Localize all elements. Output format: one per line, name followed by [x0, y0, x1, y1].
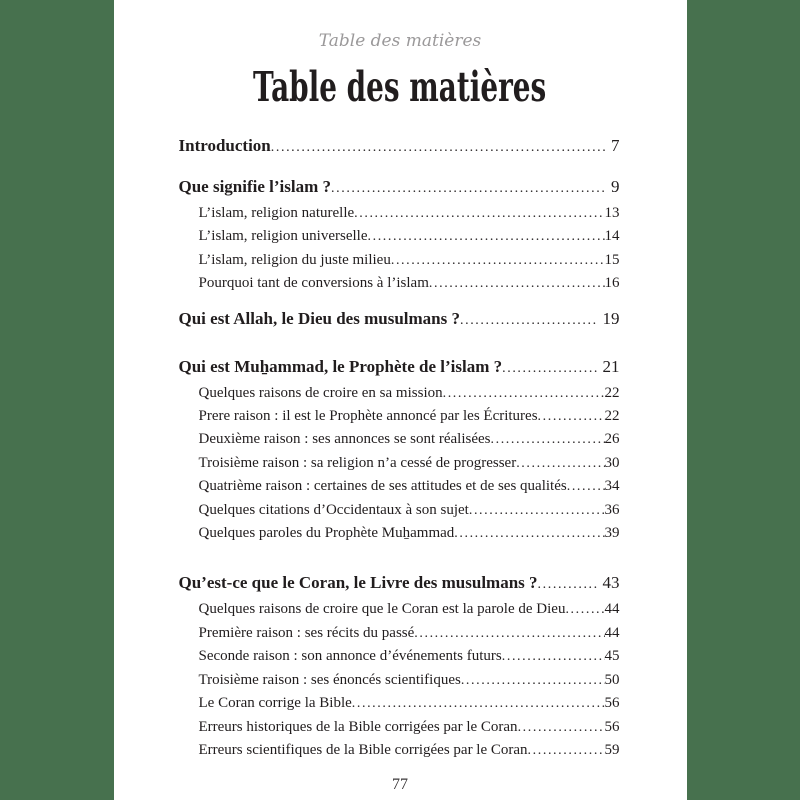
dot-leader [461, 670, 605, 692]
toc-entry-page: 30 [604, 454, 620, 471]
book-page [114, 0, 687, 800]
toc-list [179, 133, 620, 762]
dot-leader [538, 406, 605, 428]
toc-entry [179, 669, 620, 692]
page-title: Table des matières [253, 63, 547, 111]
toc-entry-label: Pourquoi tant de conversions à l’islam [198, 275, 429, 292]
toc-entry [179, 598, 620, 621]
toc-entry-label: Introduction [178, 136, 271, 155]
toc-entry-page: 19 [602, 308, 620, 328]
toc-section-heading [179, 174, 620, 202]
dot-leader [331, 176, 606, 202]
toc-entry-page: 9 [611, 177, 620, 196]
toc-entry-page: 56 [604, 718, 620, 735]
toc-entry [179, 452, 620, 475]
toc-entry [179, 522, 620, 545]
toc-entry-page: 50 [604, 671, 620, 688]
dot-leader [271, 135, 606, 161]
toc-entry-page: 21 [602, 356, 620, 376]
toc-entry [179, 382, 620, 405]
toc-section [179, 133, 620, 161]
dot-leader [491, 429, 605, 451]
toc-entry-page: 14 [604, 228, 620, 245]
toc-entry [179, 475, 620, 498]
toc-section [179, 306, 620, 334]
dot-leader [454, 523, 604, 545]
toc-entry-label: Deuxième raison : ses annonces se sont réalisées [198, 431, 491, 448]
toc-entry-page: 7 [611, 136, 620, 155]
toc-entry-label: L’islam, religion universelle [198, 228, 368, 245]
toc-entry-label: Que signifie l’islam ? [178, 177, 332, 196]
toc-entry-page: 56 [604, 695, 620, 712]
toc-entry [179, 405, 620, 428]
toc-entry [179, 716, 620, 739]
toc-entry [179, 249, 620, 272]
dot-leader [354, 203, 604, 225]
toc-entry-page: 13 [604, 205, 620, 221]
dot-leader [516, 453, 604, 475]
dot-leader [518, 717, 605, 739]
toc-entry-page: 39 [604, 525, 620, 542]
toc-entry-page: 44 [604, 601, 620, 618]
toc-section-heading [179, 133, 620, 161]
toc-entry [179, 739, 620, 762]
dot-leader [469, 500, 605, 522]
dot-leader [567, 476, 605, 498]
folio-page-number: 77 [392, 776, 408, 794]
toc-entry [179, 645, 620, 668]
toc-entry-label: Troisième raison : ses énoncés scientifiques [198, 671, 461, 688]
toc-entry-label: Qui est Muẖammad, le Prophète de l’islam ? [178, 356, 503, 376]
toc-entry-page: 44 [604, 624, 620, 641]
toc-section [179, 354, 620, 546]
dot-leader [565, 599, 604, 621]
toc-entry-page: 59 [604, 741, 620, 758]
toc-entry-page: 36 [604, 501, 620, 518]
toc-entry-page: 43 [602, 573, 620, 593]
toc-entry-label: Quatrième raison : certaines de ses attitudes et de ses qualités [198, 478, 567, 495]
dot-leader [502, 646, 605, 668]
toc-entry-page: 16 [604, 275, 620, 292]
dot-leader [414, 623, 604, 645]
toc-entry-page: 26 [604, 431, 620, 448]
toc-section [179, 174, 620, 296]
toc-entry-page: 45 [604, 648, 620, 665]
dot-leader [502, 356, 597, 382]
toc-entry-page: 34 [604, 478, 620, 495]
dot-leader [368, 226, 605, 248]
page-title-wrap [114, 60, 687, 118]
toc-section-heading [179, 354, 620, 382]
toc-entry-label: Qu’est-ce que le Coran, le Livre des musulmans ? [178, 573, 538, 593]
toc-entry-label: L’islam, religion naturelle [198, 205, 355, 221]
dot-leader [460, 308, 598, 334]
toc-entry-label: Erreurs scientifiques de la Bible corrigées par le Coran [198, 741, 528, 758]
toc-entry [179, 202, 620, 225]
toc-section-heading [179, 570, 620, 598]
toc-entry-label: Seconde raison : son annonce d’événements futurs [198, 648, 502, 665]
dot-leader [538, 572, 598, 598]
toc-entry-label: Quelques raisons de croire que le Coran est la parole de Dieu [198, 601, 566, 618]
toc-entry-page: 22 [604, 384, 620, 401]
toc-entry-label: Prere raison : il est le Prophète annoncé par les Écritures [198, 408, 538, 425]
toc-entry-label: Le Coran corrige la Bible [198, 695, 352, 712]
toc-entry-label: Erreurs historiques de la Bible corrigées par le Coran [198, 718, 518, 735]
dot-leader [429, 273, 605, 295]
toc-entry-page: 22 [604, 408, 620, 425]
toc-section-heading [179, 306, 620, 334]
running-header: Table des matières [318, 31, 482, 51]
toc-entry-page: 15 [604, 251, 620, 268]
dot-leader [528, 740, 605, 762]
toc-entry-label: Troisième raison : sa religion n’a cessé de progresser [198, 454, 517, 471]
toc-entry [179, 622, 620, 645]
toc-entry [179, 692, 620, 715]
dot-leader [352, 693, 605, 715]
toc-entry [179, 225, 620, 248]
toc-entry [179, 499, 620, 522]
toc-entry-label: Quelques raisons de croire en sa mission [198, 384, 443, 401]
toc-entry [179, 428, 620, 451]
toc-entry-label: Qui est Allah, le Dieu des musulmans ? [178, 308, 460, 328]
dot-leader [391, 250, 605, 272]
toc-entry-label: L’islam, religion du juste milieu [198, 251, 391, 268]
dot-leader [443, 383, 605, 405]
toc-entry-label: Quelques citations d’Occidentaux à son sujet [198, 501, 469, 518]
toc-entry-label: Première raison : ses récits du passé [198, 624, 415, 641]
toc-entry-label: Quelques paroles du Prophète Muẖammad [198, 525, 455, 542]
toc-entry [179, 272, 620, 295]
toc-section [179, 570, 620, 762]
